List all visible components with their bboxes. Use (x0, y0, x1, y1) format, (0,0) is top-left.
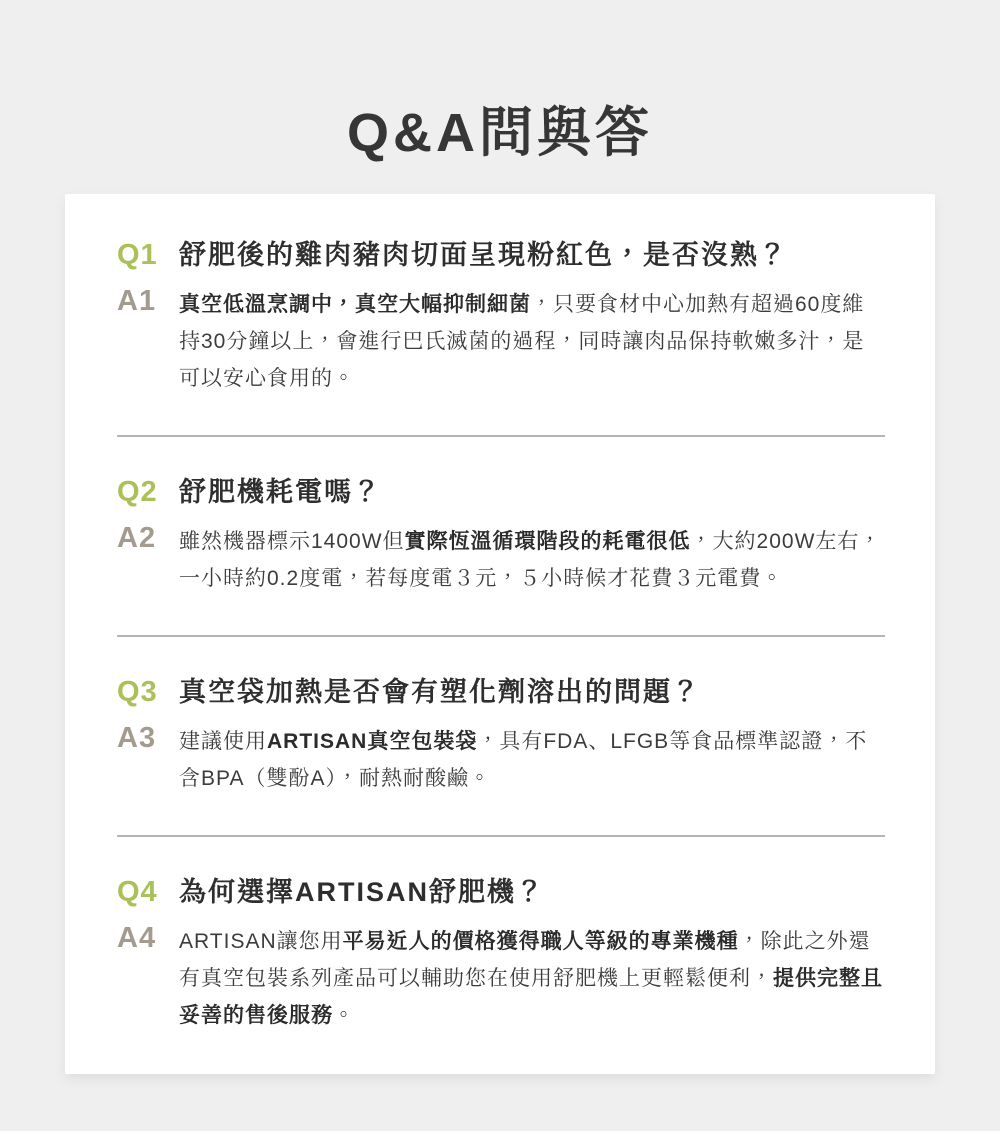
qa-item (117, 238, 885, 437)
page-title: Q&A問與答 (347, 103, 653, 163)
answer-row (117, 523, 885, 597)
qa-item (117, 475, 885, 637)
answer-number: A4 (117, 922, 157, 955)
question-row (117, 875, 885, 910)
qa-card (65, 194, 935, 1074)
question-row (117, 475, 885, 510)
answer-number: A1 (117, 284, 157, 317)
question-number: Q3 (117, 675, 158, 708)
question-text: 為何選擇ARTISAN舒肥機？ (179, 877, 545, 908)
question-row (117, 675, 885, 710)
divider (117, 435, 885, 437)
answer-row (117, 923, 885, 1034)
answer-number: A3 (117, 722, 157, 755)
divider (117, 835, 885, 837)
answer-text: 建議使用ARTISAN真空包裝袋，具有FDA、LFGB等食品標準認證，不含BPA（雙酚A），耐熱耐酸鹼。 (179, 730, 868, 791)
answer-text: 真空低溫烹調中，真空大幅抑制細菌，只要食材中心加熱有超過60度維持30分鐘以上，會進行巴氏滅菌的過程，同時讓肉品保持軟嫩多汁，是可以安心食用的。 (179, 292, 865, 390)
answer-text: ARTISAN讓您用平易近人的價格獲得職人等級的專業機種，除此之外還有真空包裝系列產品可以輔助您在使用舒肥機上更輕鬆便利，提供完整且妥善的售後服務。 (179, 930, 883, 1028)
answer-text: 雖然機器標示1400W但實際恆溫循環階段的耗電很低，大約200W左右，一小時約0.2度電，若每度電３元，５小時候才花費３元電費。 (179, 529, 882, 590)
qa-item (117, 875, 885, 1034)
question-text: 舒肥後的雞肉豬肉切面呈現粉紅色，是否沒熟？ (179, 239, 788, 270)
divider (117, 635, 885, 637)
question-row (117, 238, 885, 273)
question-number: Q4 (117, 876, 158, 909)
answer-row (117, 723, 885, 797)
question-text: 舒肥機耗電嗎？ (179, 476, 382, 507)
question-number: Q1 (117, 238, 158, 271)
question-text: 真空袋加熱是否會有塑化劑溶出的問題？ (179, 676, 701, 707)
answer-number: A2 (117, 521, 157, 554)
qa-item (117, 675, 885, 837)
answer-row (117, 286, 885, 397)
question-number: Q2 (117, 475, 158, 508)
